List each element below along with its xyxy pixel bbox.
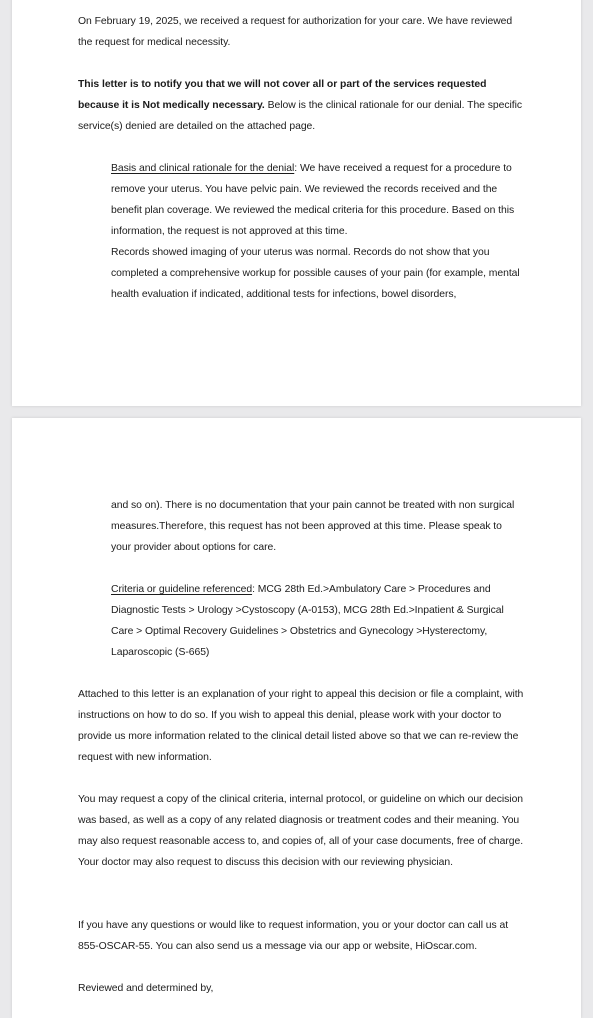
continuation-paragraph [111, 495, 521, 558]
contact-text: If you have any questions or would like to request information, you or your doctor can call us at 855-OSCAR-55. You can also send us a message via our app or website, HiOscar.com. [78, 920, 509, 952]
records-paragraph [111, 242, 521, 305]
intro-paragraph [78, 11, 524, 53]
copy-request-paragraph [78, 789, 524, 873]
appeal-paragraph [78, 684, 524, 768]
criteria-text: : MCG 28th Ed.>Ambulatory Care > Procedures and Diagnostic Tests > Urology >Cystoscopy (A-0153), MCG 28th Ed.>Inpatient & Surgical Care > Optimal Recovery Guidelines > Obstetrics and Gynecology >Hysterectomy, Laparoscopic (S-665) [111, 584, 504, 658]
continuation-text: and so on). There is no documentation that your pain cannot be treated with non surgical measures.Therefore, this request has not been approved at this time. Please speak to your provider about options for care. [111, 500, 515, 553]
letter-page-2 [12, 418, 581, 1018]
criteria-label: Criteria or guideline referenced [111, 584, 253, 595]
rationale-paragraph [111, 158, 521, 242]
contact-paragraph [78, 915, 524, 957]
signoff-line [78, 978, 524, 999]
denial-notice-bold: This letter is to notify you that we will not cover all or part of the services requested because it is Not medically necessary. [78, 79, 487, 111]
rationale-text: : We have received a request for a procedure to remove your uterus. You have pelvic pain. We reviewed the records received and the benefit plan coverage. We reviewed the medical criteria for this procedure. Based on this information, the request is not approved at this time. [111, 163, 515, 237]
denial-notice-rest: Below is the clinical rationale for our denial. The specific service(s) denied are detailed on the attached page. [78, 100, 522, 132]
rationale-label: Basis and clinical rationale for the denial [111, 163, 295, 174]
signoff-text: Reviewed and determined by, [78, 983, 214, 994]
appeal-text: Attached to this letter is an explanation of your right to appeal this decision or file a complaint, with instructions on how to do so. If you wish to appeal this denial, please work with your doctor to provide us more information related to the clinical detail listed above so that we can re-review the request with new information. [78, 689, 524, 763]
records-text: Records showed imaging of your uterus was normal. Records do not show that you completed a comprehensive workup for possible causes of your pain (for example, mental health evaluation if indicated, additional tests for infections, bowel disorders, [111, 247, 520, 300]
criteria-paragraph [111, 579, 521, 663]
letter-page-1 [12, 0, 581, 406]
intro-text: On February 19, 2025, we received a request for authorization for your care. We have reviewed the request for medical necessity. [78, 16, 513, 48]
denial-notice-paragraph [78, 74, 524, 137]
copy-request-text: You may request a copy of the clinical criteria, internal protocol, or guideline on which our decision was based, as well as a copy of any related diagnosis or treatment codes and their meaning. You may also request reasonable access to, and copies of, all of your case documents, free of charge. Your doctor may also request to discuss this decision with our reviewing physician. [78, 794, 524, 868]
